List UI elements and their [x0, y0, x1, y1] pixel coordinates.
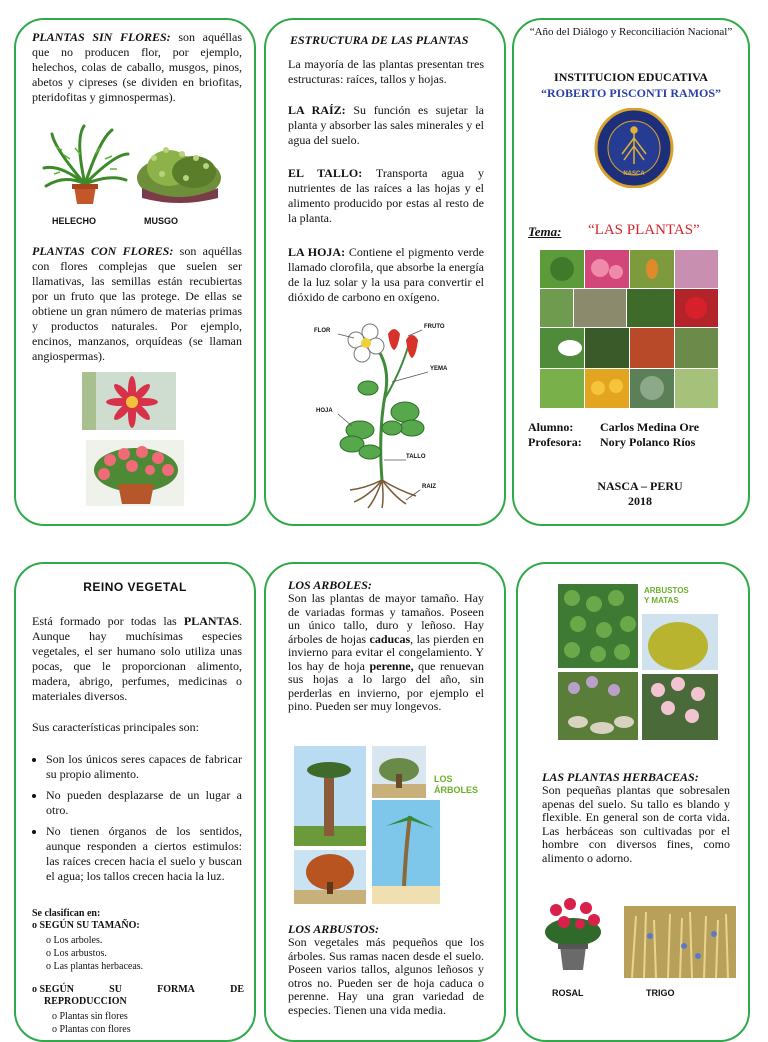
circle-bullet-icon: o: [46, 948, 54, 959]
arboles-paragraph: [288, 592, 484, 714]
arboles-title: LOS ARBOLES:: [288, 578, 372, 592]
repro-heading-2: REPRODUCCION: [44, 996, 127, 1007]
repro-word: SEGÚN: [39, 984, 74, 995]
estructura-title: ESTRUCTURA DE LAS PLANTAS: [290, 33, 469, 47]
repro-bullet: o SEGÚN: [32, 984, 74, 995]
characteristic-item: • Son los únicos seres capaces de fabricar su propio alimento.: [46, 752, 242, 782]
trigo-image: [624, 906, 736, 978]
panel-portada: [512, 18, 750, 526]
characteristic-item: • No pueden desplazarse de un lugar a otro.: [46, 788, 242, 818]
hoja-paragraph: [288, 245, 484, 305]
rosal-caption: ROSAL: [552, 988, 584, 998]
size-item: [46, 934, 143, 947]
flor-gerbera-image: [82, 372, 176, 430]
repro-item: [52, 1010, 131, 1023]
intro-text-plantas: PLANTAS: [183, 614, 239, 628]
label-flor: FLOR: [314, 328, 331, 334]
circle-bullet-icon: o: [32, 920, 40, 931]
tallo-text: Transporta agua y nutrientes de las raíces a las hojas y el alimento producido por estas al resto de la planta.: [288, 166, 484, 225]
arbustos-image-label: [644, 586, 689, 606]
profesora-name: Nory Polanco Ríos: [600, 435, 696, 449]
arboles-image-label-1: LOS: [434, 774, 453, 784]
label-yema: YEMA: [430, 366, 448, 372]
label-raiz: RAIZ: [422, 484, 436, 490]
circle-bullet-icon: o: [52, 1011, 60, 1022]
circle-bullet-icon: o: [52, 1024, 60, 1035]
arboles-text-a: Son las plantas de mayor tamaño. Hay de variadas formas y tamaños. Poseen un único tallo, duro y leñoso. Hay árboles de hojas: [288, 591, 484, 646]
musgo-caption: MUSGO: [144, 216, 179, 226]
size-item-label: Los arboles.: [53, 935, 103, 946]
raiz-label: LA RAÍZ:: [288, 103, 346, 117]
repro-heading: [32, 984, 244, 995]
plantas-con-flores-heading: PLANTAS CON FLORES:: [32, 244, 174, 258]
year-motto: “Año del Diálogo y Reconciliación Nacional”: [529, 26, 733, 38]
alumno-label: Alumno:: [528, 420, 574, 434]
repro-item: [52, 1023, 131, 1036]
arboles-text-c: , las pierden en invierno para evitar el congelamiento. Y los hay de hoja: [288, 631, 484, 673]
repro-item-label: Plantas sin flores: [59, 1011, 128, 1022]
circle-bullet-icon: o: [46, 961, 54, 972]
characteristic-item: • No tienen órganos de los sentidos, aunque responden a ciertos estimulos: las raíces crecen hacia el suelo y buscan el agua; los tallos crecen hacia la luz.: [46, 824, 242, 884]
panel-herbaceas: [516, 562, 750, 1042]
characteristics-intro: Sus características principales son:: [32, 720, 199, 734]
hoja-label: LA HOJA:: [288, 245, 346, 259]
plant-structure-diagram: [310, 310, 460, 510]
circle-bullet-icon: o: [46, 935, 54, 946]
label-hoja: HOJA: [316, 408, 333, 414]
plant-collage-image: [540, 250, 718, 408]
arboles-collage-image: [294, 746, 490, 904]
tema-value: “LAS PLANTAS”: [588, 222, 700, 238]
intro-text-a: Está formado por todas las: [32, 614, 184, 628]
size-item: [46, 960, 143, 973]
alumno-name: Carlos Medina Ore: [600, 420, 700, 434]
arbustos-title: LOS ARBUSTOS:: [288, 922, 380, 936]
classify-label: Se clasifican en:: [32, 908, 101, 919]
school-name: “ROBERTO PISCONTI RAMOS”: [540, 86, 722, 100]
arbustos-collage-image: [558, 584, 718, 740]
tema-label: Tema:: [528, 224, 562, 239]
repro-list: [52, 1010, 131, 1036]
panel-reino-vegetal: [14, 562, 256, 1042]
helecho-caption: HELECHO: [52, 216, 97, 226]
panel-arboles-arbustos: [264, 562, 506, 1042]
rosal-image: [540, 896, 606, 972]
reino-vegetal-intro: [32, 614, 242, 704]
arboles-image-label: [434, 774, 478, 796]
plantas-sin-flores-text: son aquéllas que no producen flor, por ejemplo, helechos, colas de caballo, musgos, pinos, abetos y cipreses (se dividen en briofitas, pteridofitas y gimnospermas).: [32, 30, 242, 104]
size-heading: [32, 920, 140, 931]
helecho-image: [40, 124, 130, 206]
herbaceas-title: LAS PLANTAS HERBACEAS:: [542, 770, 699, 784]
institution-label: INSTITUCION EDUCATIVA: [554, 70, 708, 84]
size-list: [46, 934, 143, 973]
plantas-sin-flores-heading: PLANTAS SIN FLORES:: [32, 30, 171, 44]
musgo-image: [134, 128, 224, 206]
size-item-label: Los arbustos.: [53, 948, 107, 959]
size-item-label: Las plantas herbaceas.: [53, 961, 144, 972]
school-crest-logo: [594, 108, 674, 188]
arboles-text-e: que renuevan sus hojas a lo largo del año, sin perderlas en invierno, por ejemplo el pino. Pueden ser muy longevos.: [288, 658, 484, 713]
herbaceas-paragraph: Son pequeñas plantas que sobresalen apenas del suelo. Su tallo es blando y flexible. En general son de corta vida. Las herbáceas son cultivadas por el hombre con diversos fines, como alimento o adorno.: [542, 783, 730, 865]
arboles-image-label-2: ÁRBOLES: [434, 785, 479, 795]
reino-vegetal-title: REINO VEGETAL: [83, 580, 187, 594]
flor-begonia-image: [86, 440, 184, 506]
size-item: [46, 947, 143, 960]
place-label: NASCA – PERU: [597, 479, 683, 493]
size-title: SEGÚN SU TAMAÑO:: [39, 920, 140, 931]
arboles-perenne: perenne,: [369, 658, 414, 673]
tallo-label: EL TALLO:: [288, 166, 363, 180]
hoja-text: Contiene el pigmento verde llamado clorofila, que absorbe la energía de la luz solar y la usa para convertir el dióxido de carbono en oxígeno.: [288, 245, 484, 304]
label-fruto: FRUTO: [424, 324, 445, 330]
panel-estructura: [264, 18, 506, 526]
arboles-caducas: caducas: [369, 631, 411, 646]
estructura-intro: La mayoría de las plantas presentan tres estructuras: raíces, tallos y hojas.: [288, 57, 484, 86]
profesora-label: Profesora:: [528, 435, 582, 449]
trigo-caption: TRIGO: [646, 988, 675, 998]
arbustos-image-label-1: ARBUSTOS: [644, 586, 689, 595]
repro-word: SU: [109, 984, 122, 995]
arbustos-paragraph: Son vegetales más pequeños que los árboles. Sus ramas nacen desde el suelo. Poseen varios tallos, algunos leñosos y otros no. Pueden ser de hoja caduca o perenne. Hay una gran variedad de especies. Tienen una vida media.: [288, 935, 484, 1017]
tallo-paragraph: [288, 166, 484, 226]
arbustos-image-label-2: Y MATAS: [644, 596, 679, 605]
panel-plantas-sin-flores: [14, 18, 256, 526]
repro-item-label: Plantas con flores: [59, 1024, 131, 1035]
intro-text-c: . Aunque hay muchísimas especies vegetales, el ser humano solo utiliza unas pocas, que le proporcionan alimento, madera, abrigo, perfumes, medicinas o materiales diversos.: [32, 614, 242, 703]
year-label: 2018: [628, 494, 652, 508]
plantas-con-flores-text: son aquéllas con flores complejas que suelen ser llamativas, las semillas están recubiertas por un fruto que las protege. De ellas se obtiene un gran número de materias primas y productos naturales. Por ejemplo, encinos, manzanos, orquídeas (se llaman angiospermas).: [32, 244, 242, 363]
characteristics-list: [18, 752, 242, 890]
plantas-sin-flores-paragraph: [32, 30, 242, 105]
plantas-con-flores-paragraph: [32, 244, 242, 364]
crest-bottom-text: NASCA: [623, 171, 645, 177]
raiz-text: Su función es sujetar la planta y absorber las sales minerales y el agua del suelo.: [288, 103, 484, 147]
repro-word: DE: [230, 984, 244, 995]
repro-word: FORMA: [157, 984, 195, 995]
raiz-paragraph: [288, 103, 484, 148]
label-tallo: TALLO: [406, 454, 426, 460]
